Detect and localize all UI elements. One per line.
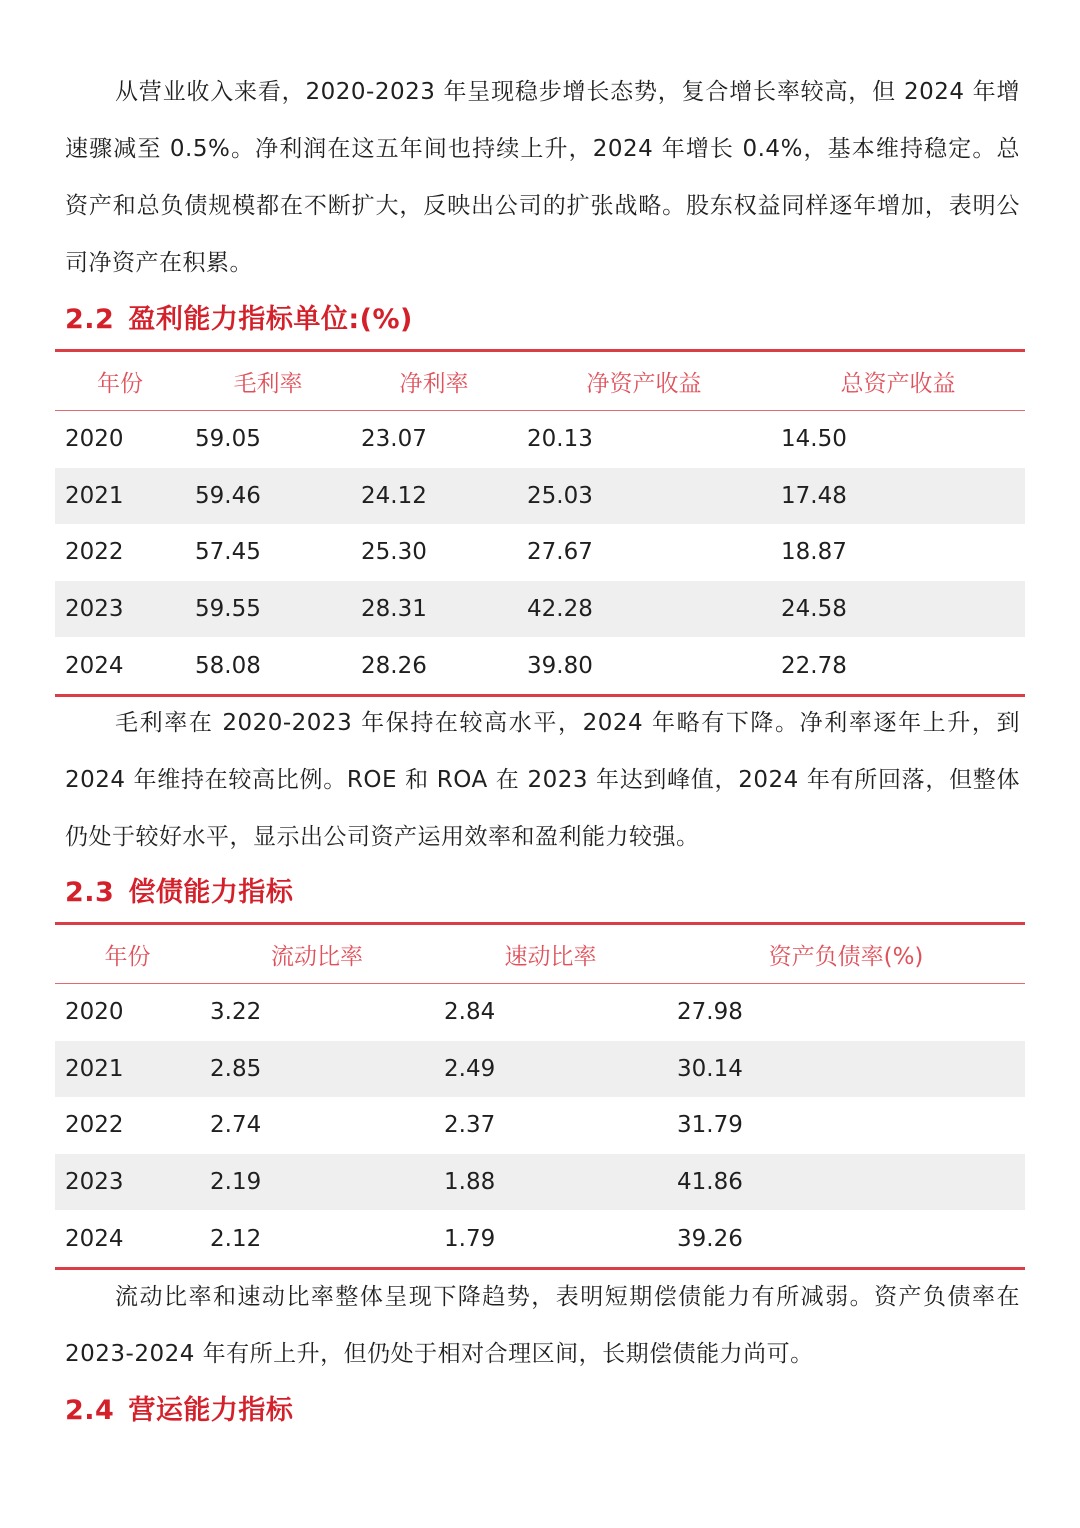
table-row (55, 1154, 1025, 1211)
section-title: 营运能力指标 (128, 1395, 294, 1426)
table-cell: 22.78 (781, 652, 847, 679)
table-cell: 3.22 (210, 999, 262, 1026)
column-header: 净利率 (351, 351, 517, 411)
table-row (55, 468, 1025, 525)
table-cell: 2.74 (210, 1112, 262, 1139)
table-row (55, 984, 1025, 1041)
table-cell: 2020 (65, 999, 124, 1026)
table-cell: 27.67 (527, 539, 593, 566)
table-cell: 25.30 (361, 539, 427, 566)
column-header: 速动比率 (434, 924, 667, 984)
table-cell: 1.79 (444, 1225, 496, 1252)
table-cell: 30.14 (667, 1041, 1025, 1098)
table-cell: 58.08 (195, 652, 261, 679)
table-cell: 17.48 (771, 468, 1025, 525)
section-number: 2.4 (65, 1395, 115, 1426)
table-cell: 25.03 (517, 468, 771, 525)
section-heading-profitability (65, 300, 413, 340)
column-header: 总资产收益 (771, 351, 1025, 411)
table-row (55, 581, 1025, 638)
table-cell: 59.55 (185, 581, 351, 638)
table-row (55, 1041, 1025, 1098)
profitability-table (55, 349, 1025, 697)
column-header: 年份 (55, 924, 200, 984)
table-cell: 2.85 (200, 1041, 434, 1098)
table-header-row (55, 351, 1025, 411)
table-cell: 2021 (55, 1041, 200, 1098)
table-cell: 28.26 (361, 652, 427, 679)
table-cell: 2.37 (444, 1112, 496, 1139)
paragraph-solvency-analysis: 流动比率和速动比率整体呈现下降趋势，表明短期偿债能力有所减弱。资产负债率在 2023-2024 年有所上升，但仍处于相对合理区间，长期偿债能力尚可。 (65, 1284, 1020, 1367)
paragraph-profitability-analysis: 毛利率在 2020-2023 年保持在较高水平，2024 年略有下降。净利率逐年上升，到 2024 年维持在较高比例。ROE 和 ROA 在 2023 年达到峰值，2024 年有所回落，但整体仍处于较好水平，显示出公司资产运用效率和盈利能力较强。 (65, 710, 1020, 850)
section-heading-operating (65, 1391, 293, 1431)
table-cell: 2.49 (434, 1041, 667, 1098)
table-row (55, 524, 1025, 581)
table-cell: 23.07 (361, 426, 427, 453)
table-cell: 20.13 (527, 426, 593, 453)
table-row (55, 411, 1025, 468)
table-cell: 39.26 (677, 1225, 743, 1252)
table-cell: 2.84 (444, 999, 496, 1026)
table-row (55, 1210, 1025, 1268)
table-cell: 2023 (55, 581, 185, 638)
section-number: 2.2 (65, 304, 115, 335)
table-cell: 31.79 (677, 1112, 743, 1139)
table-cell: 2.12 (210, 1225, 262, 1252)
column-header: 净资产收益 (517, 351, 771, 411)
table-cell: 2023 (55, 1154, 200, 1211)
table-cell: 1.88 (434, 1154, 667, 1211)
table-cell: 2024 (65, 652, 124, 679)
table-cell: 24.12 (351, 468, 517, 525)
table-cell: 14.50 (781, 426, 847, 453)
table-cell: 2.19 (200, 1154, 434, 1211)
table-cell: 18.87 (781, 539, 847, 566)
column-header: 流动比率 (200, 924, 434, 984)
table-cell: 2022 (65, 1112, 124, 1139)
table-row (55, 637, 1025, 695)
section-number: 2.3 (65, 877, 115, 908)
column-header: 毛利率 (185, 351, 351, 411)
table-row (55, 1097, 1025, 1154)
table-cell: 2021 (55, 468, 185, 525)
table-cell: 57.45 (195, 539, 261, 566)
table-cell: 42.28 (517, 581, 771, 638)
table-cell: 28.31 (351, 581, 517, 638)
table-cell: 59.05 (195, 426, 261, 453)
column-header: 资产负债率(%) (667, 924, 1025, 984)
table-cell: 24.58 (771, 581, 1025, 638)
table-cell: 2020 (65, 426, 124, 453)
paragraph-revenue-analysis: 从营业收入来看，2020-2023 年呈现稳步增长态势，复合增长率较高，但 2024 年增速骤减至 0.5%。净利润在这五年间也持续上升，2024 年增长 0.4%，基本维持稳定。总资产和总负债规模都在不断扩大，反映出公司的扩张战略。股东权益同样逐年增加，表明公司净资产在积累。 (65, 79, 1020, 276)
table-cell: 2022 (65, 539, 124, 566)
table-cell: 59.46 (185, 468, 351, 525)
table-header-row (55, 924, 1025, 984)
table-cell: 41.86 (667, 1154, 1025, 1211)
solvency-table (55, 922, 1025, 1270)
section-title: 盈利能力指标单位:(%) (128, 304, 413, 335)
table-cell: 27.98 (677, 999, 743, 1026)
table-cell: 2024 (65, 1225, 124, 1252)
column-header: 年份 (55, 351, 185, 411)
section-heading-solvency (65, 873, 293, 913)
section-title: 偿债能力指标 (128, 877, 294, 908)
table-cell: 39.80 (527, 652, 593, 679)
